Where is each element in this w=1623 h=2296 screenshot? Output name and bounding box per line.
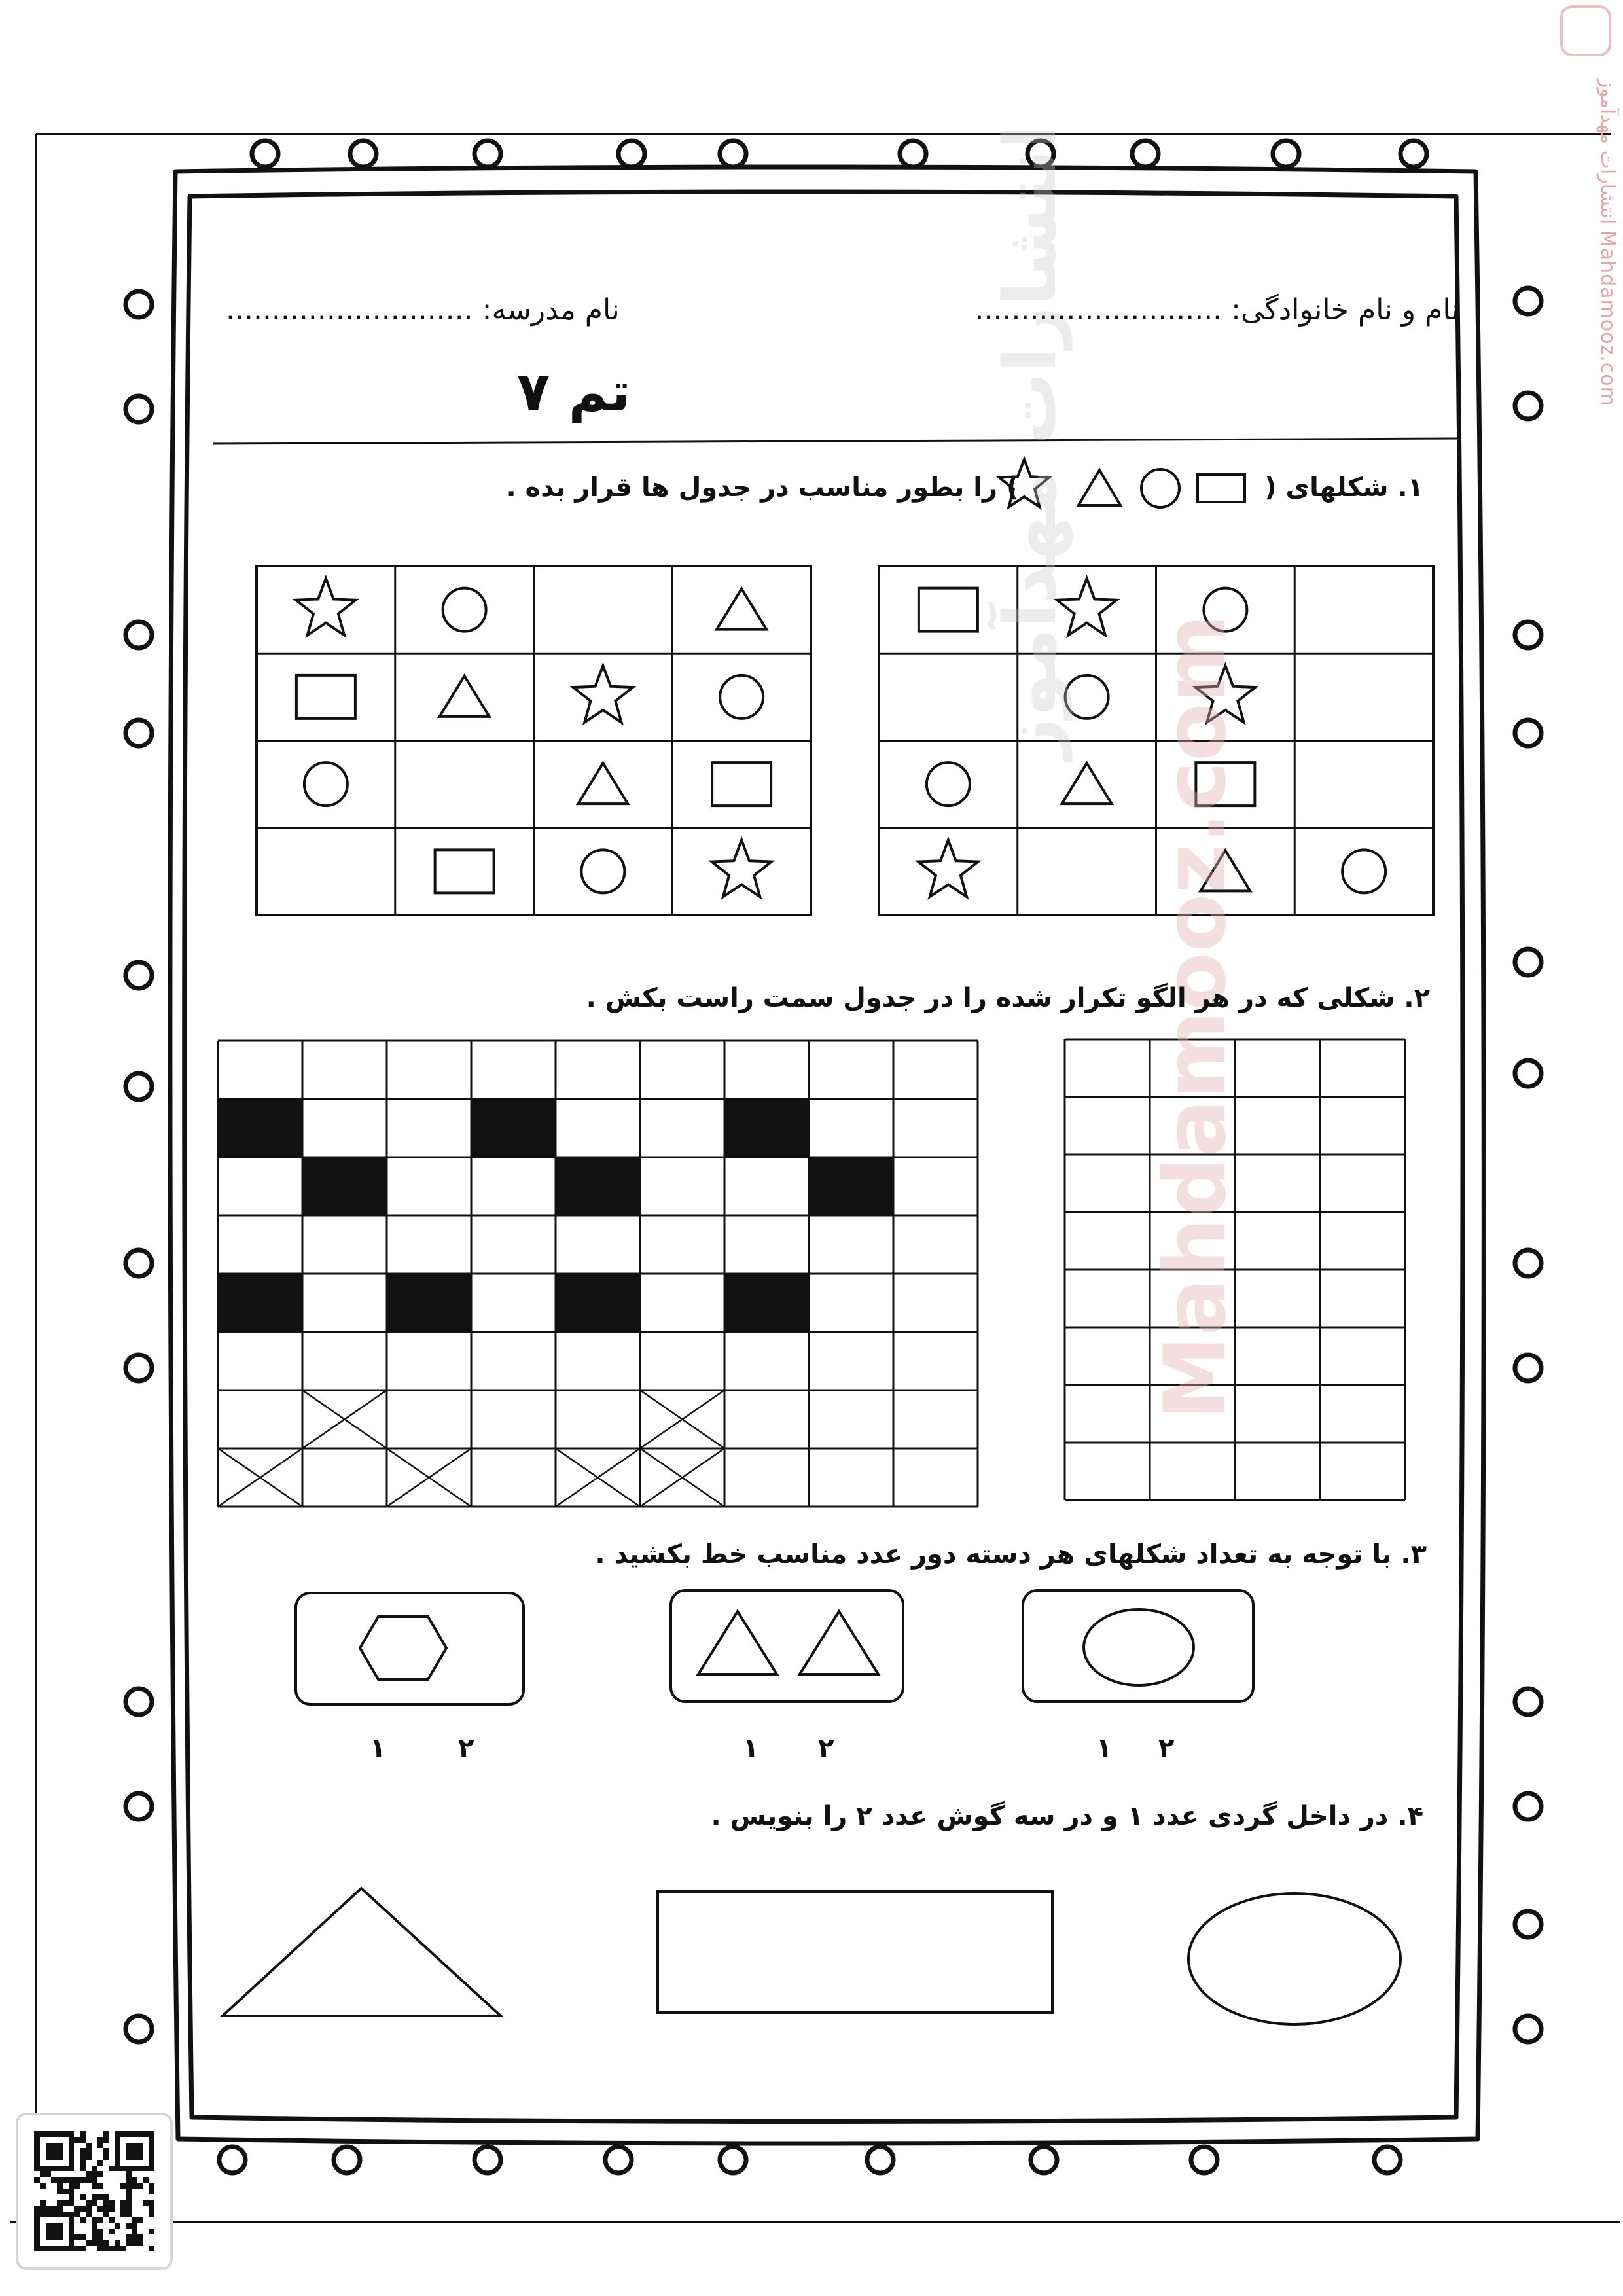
brand-logo xyxy=(1560,5,1611,56)
frame-loop xyxy=(1515,2016,1541,2042)
filled-cell xyxy=(809,1157,893,1215)
frame-loop xyxy=(1031,2147,1057,2173)
circle-shape xyxy=(720,675,763,719)
group-hexagon-box xyxy=(296,1593,524,1704)
filled-cell xyxy=(556,1157,640,1215)
question-3: ۳. با توجه به تعداد شکلهای هر دسته دور عدد مناسب خط بکشید . xyxy=(595,1539,1427,1570)
frame-loop xyxy=(126,2016,152,2042)
q3-group2-one[interactable]: ۱ xyxy=(743,1733,759,1763)
filled-cell xyxy=(471,1099,556,1157)
frame-loop xyxy=(720,2147,746,2173)
hexagon xyxy=(360,1617,446,1679)
frame-loop xyxy=(605,2147,632,2173)
frame-loop xyxy=(1191,2147,1217,2173)
circle-shape xyxy=(443,588,486,632)
frame-loop xyxy=(1515,1689,1541,1715)
frame-loop xyxy=(1515,1355,1541,1381)
frame-loop xyxy=(1515,288,1541,314)
frame-loop xyxy=(126,622,152,648)
frame-loop xyxy=(1515,949,1541,975)
frame-loop xyxy=(1515,1250,1541,1276)
ellipse xyxy=(1084,1609,1194,1685)
q4-ellipse xyxy=(1188,1893,1400,2024)
q3-group2-two[interactable]: ۲ xyxy=(818,1733,834,1763)
triangle-shape xyxy=(440,676,490,717)
star-shape xyxy=(296,579,355,636)
square-shape xyxy=(435,850,494,893)
frame-loop xyxy=(126,1689,152,1715)
q3-group3-two[interactable]: ۲ xyxy=(1158,1733,1175,1763)
q3-group1-one[interactable]: ۱ xyxy=(370,1733,386,1763)
frame-loop xyxy=(1515,622,1541,648)
frame-loop xyxy=(1273,141,1299,167)
filled-cell xyxy=(724,1274,809,1332)
frame-loop xyxy=(126,1250,152,1276)
frame-loop xyxy=(334,2147,360,2173)
header-divider xyxy=(213,439,1459,444)
triangle-shape xyxy=(1062,763,1112,804)
frame-loop xyxy=(1515,1793,1541,1820)
circle-shape xyxy=(927,762,970,806)
watermark-en: Mahdamooz.com xyxy=(1145,614,1245,1420)
q3-group1-two[interactable]: ۲ xyxy=(458,1733,474,1763)
q4-shapes xyxy=(223,1888,1400,2024)
frame-loop xyxy=(900,141,926,167)
triangle-shape xyxy=(717,589,766,630)
filled-cell xyxy=(218,1274,302,1332)
square-shape xyxy=(296,675,355,719)
q3-groups xyxy=(296,1590,1253,1704)
circle-shape xyxy=(1342,850,1385,893)
frame-loop xyxy=(474,2147,501,2173)
group-triangles-box xyxy=(671,1590,903,1702)
question-1: ۱. شکلهای ( ) را بطور مناسب در جدول ها قرار بده . xyxy=(506,473,1423,503)
frame-loop xyxy=(720,141,746,167)
filled-cell xyxy=(724,1099,809,1157)
frame-loop xyxy=(1515,1060,1541,1086)
star-shape xyxy=(918,840,978,897)
filled-cell xyxy=(387,1274,471,1332)
frame-loop xyxy=(126,1355,152,1381)
qr-code xyxy=(16,2113,173,2270)
frame-loop xyxy=(1515,1911,1541,1937)
frame-loop xyxy=(252,141,278,167)
frame-loop xyxy=(126,962,152,988)
triangle-a xyxy=(698,1611,777,1674)
frame-loop xyxy=(126,396,152,422)
q3-group3-one[interactable]: ۱ xyxy=(1096,1733,1113,1763)
star-shape xyxy=(573,666,633,723)
q4-triangle xyxy=(223,1888,501,2016)
filled-cell xyxy=(302,1157,387,1215)
square-shape xyxy=(712,762,771,806)
square-shape xyxy=(919,588,978,632)
question-2: ۲. شکلی که در هر الگو تکرار شده را در جدول سمت راست بکش . xyxy=(586,983,1430,1013)
frame-loop xyxy=(474,141,501,167)
triangle-b xyxy=(800,1611,878,1674)
filled-cell xyxy=(218,1099,302,1157)
question-4: ۴. در داخل گردی عدد ۱ و در سه گوش عدد ۲ را بنویس . xyxy=(711,1801,1423,1831)
frame-loop xyxy=(1374,2147,1400,2173)
filled-cell xyxy=(556,1274,640,1332)
frame-loop xyxy=(126,291,152,317)
student-name-field: نام و نام خانوادگی: ........................... xyxy=(974,293,1459,327)
frame-loop xyxy=(350,141,376,167)
frame-loop xyxy=(867,2147,893,2173)
frame-loop xyxy=(1515,720,1541,746)
frame-loop xyxy=(1400,141,1427,167)
page-title: تم ۷ xyxy=(517,361,631,423)
frame-loop xyxy=(1515,393,1541,419)
frame-loop xyxy=(618,141,645,167)
watermark-fa: انتشارات مهدآموز xyxy=(988,124,1072,759)
frame-loop xyxy=(219,2147,245,2173)
circle-shape xyxy=(581,850,624,893)
frame-loop xyxy=(126,720,152,746)
q1-tables xyxy=(257,566,1433,915)
side-branding: انتشارات مهدآموز Mahdamooz.com xyxy=(1596,79,1619,406)
q4-rectangle xyxy=(658,1892,1052,2013)
star-shape xyxy=(712,840,772,897)
triangle-shape xyxy=(578,763,628,804)
frame-loop xyxy=(126,1073,152,1100)
frame-loop xyxy=(1132,141,1158,167)
school-name-field: نام مدرسه: ........................... xyxy=(226,293,620,327)
circle-shape xyxy=(304,762,348,806)
frame-loop xyxy=(126,1793,152,1820)
